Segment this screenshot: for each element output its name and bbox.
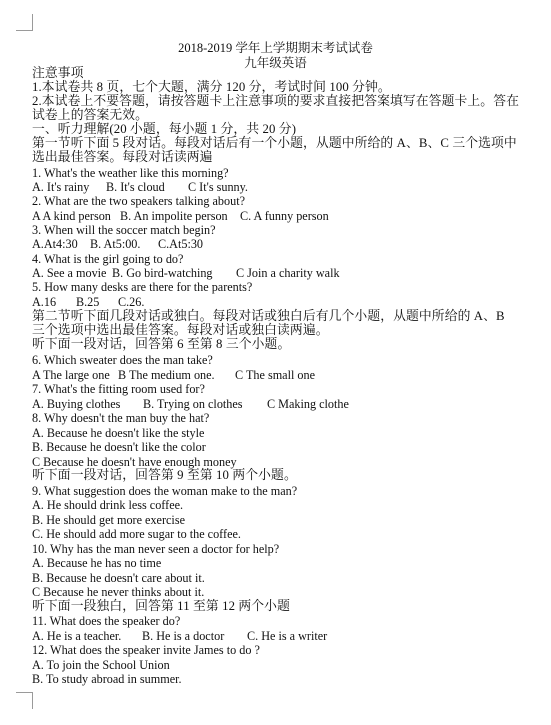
question-2-options (32, 209, 329, 223)
notice-item-1: 1.本试卷共 8 页，七个大题，满分 120 分，考试时间 100 分钟。 (32, 80, 391, 94)
option-4c: C Join a charity walk (236, 266, 340, 280)
option-5c: C.26. (118, 295, 145, 309)
option-8b: B. Because he doesn't like the color (32, 440, 206, 454)
question-5: 5. How many desks are there for the parents? (32, 280, 253, 294)
instruction-questions-9-10: 听下面一段对话，回答第 9 至第 10 两个小题。 (32, 468, 297, 482)
question-3: 3. When will the soccer match begin? (32, 223, 216, 237)
option-11c: C. He is a writer (247, 629, 328, 643)
option-7a: A. Buying clothes (32, 397, 121, 411)
option-10b: B. Because he doesn't care about it. (32, 571, 205, 585)
option-5a: A.16 (32, 295, 57, 309)
option-10c: C Because he never thinks about it. (32, 585, 205, 599)
option-9a: A. He should drink less coffee. (32, 498, 184, 512)
option-3c: C.At5:30 (158, 237, 204, 251)
question-7: 7. What's the fitting room used for? (32, 382, 205, 396)
section-1-heading: 一、听力理解(20 小题，每小题 1 分，共 20 分) (32, 122, 297, 136)
question-6-options (32, 368, 315, 382)
option-8c: C Because he doesn't have enough money (32, 455, 237, 469)
option-1b: B. It's cloud (106, 180, 165, 194)
notice-heading: 注意事项 (32, 66, 84, 80)
option-11b: B. He is a doctor (142, 629, 225, 643)
question-11-options (32, 629, 327, 643)
option-2b: B. An impolite person (120, 209, 228, 223)
option-1a: A. It's rainy (32, 180, 90, 194)
question-3-options (32, 237, 203, 251)
question-2: 2. What are the two speakers talking about? (32, 194, 245, 208)
option-6c: C The small one (235, 368, 315, 382)
option-7c: C Making clothe (267, 397, 349, 411)
question-9: 9. What suggestion does the woman make to the man? (32, 484, 298, 498)
exam-title: 2018-2019 学年上学期期末考试试卷 (178, 41, 373, 55)
option-4b: B. Go bird-watching (112, 266, 213, 280)
question-6: 6. Which sweater does the man take? (32, 353, 213, 367)
option-9c: C. He should add more sugar to the coffee. (32, 527, 241, 541)
option-8a: A. Because he doesn't like the style (32, 426, 205, 440)
crop-mark-top-left (16, 14, 33, 31)
option-1c: C It's sunny. (188, 180, 248, 194)
option-12a: A. To join the School Union (32, 658, 170, 672)
option-6b: B The medium one. (118, 368, 215, 382)
option-6a: A The large one (32, 368, 110, 382)
option-3b: B. At5:00. (90, 237, 141, 251)
question-8: 8. Why doesn't the man buy the hat? (32, 411, 210, 425)
question-5-options (32, 295, 144, 309)
option-5b: B.25 (76, 295, 100, 309)
question-1: 1. What's the weather like this morning? (32, 166, 229, 180)
part-1-instruction-line-2: 选出最佳答案。每段对话读两遍 (32, 150, 213, 164)
notice-item-2-line-1: 2.本试卷上不要答题，请按答题卡上注意事项的要求直接把答案填写在答题卡上。答在 (32, 94, 519, 108)
option-2c: C. A funny person (240, 209, 329, 223)
question-11: 11. What does the speaker do? (32, 614, 181, 628)
question-10: 10. Why has the man never seen a doctor for help? (32, 542, 280, 556)
instruction-questions-6-8: 听下面一段对话，回答第 6 至第 8 三个小题。 (32, 337, 291, 351)
option-11a: A. He is a teacher. (32, 629, 122, 643)
crop-mark-bottom-left (16, 692, 33, 709)
part-2-instruction-line-1: 第二节听下面几段对话或独白。每段对话或独白后有几个小题，从题中所给的 A、B (32, 309, 505, 323)
question-4-options (32, 266, 340, 280)
question-7-options (32, 397, 349, 411)
part-1-instruction-line-1: 第一节听下面 5 段对话。每段对话后有一个小题，从题中所给的 A、B、C 三个选项中 (32, 136, 517, 150)
option-4a: A. See a movie (32, 266, 107, 280)
option-10a: A. Because he has no time (32, 556, 162, 570)
option-2a: A A kind person (32, 209, 111, 223)
option-3a: A.At4:30 (32, 237, 78, 251)
option-7b: B. Trying on clothes (143, 397, 243, 411)
instruction-questions-11-12: 听下面一段独白，回答第 11 至第 12 两个小题 (32, 599, 290, 613)
exam-subtitle: 九年级英语 (244, 56, 307, 70)
question-4: 4. What is the girl going to do? (32, 252, 184, 266)
question-12: 12. What does the speaker invite James to do ? (32, 643, 260, 657)
option-12b: B. To study abroad in summer. (32, 672, 182, 686)
option-9b: B. He should get more exercise (32, 513, 185, 527)
question-1-options (32, 180, 248, 194)
part-2-instruction-line-2: 三个选项中选出最佳答案。每段对话或独白读两遍。 (32, 323, 329, 337)
notice-item-2-line-2: 试卷上的答案无效。 (32, 108, 149, 122)
